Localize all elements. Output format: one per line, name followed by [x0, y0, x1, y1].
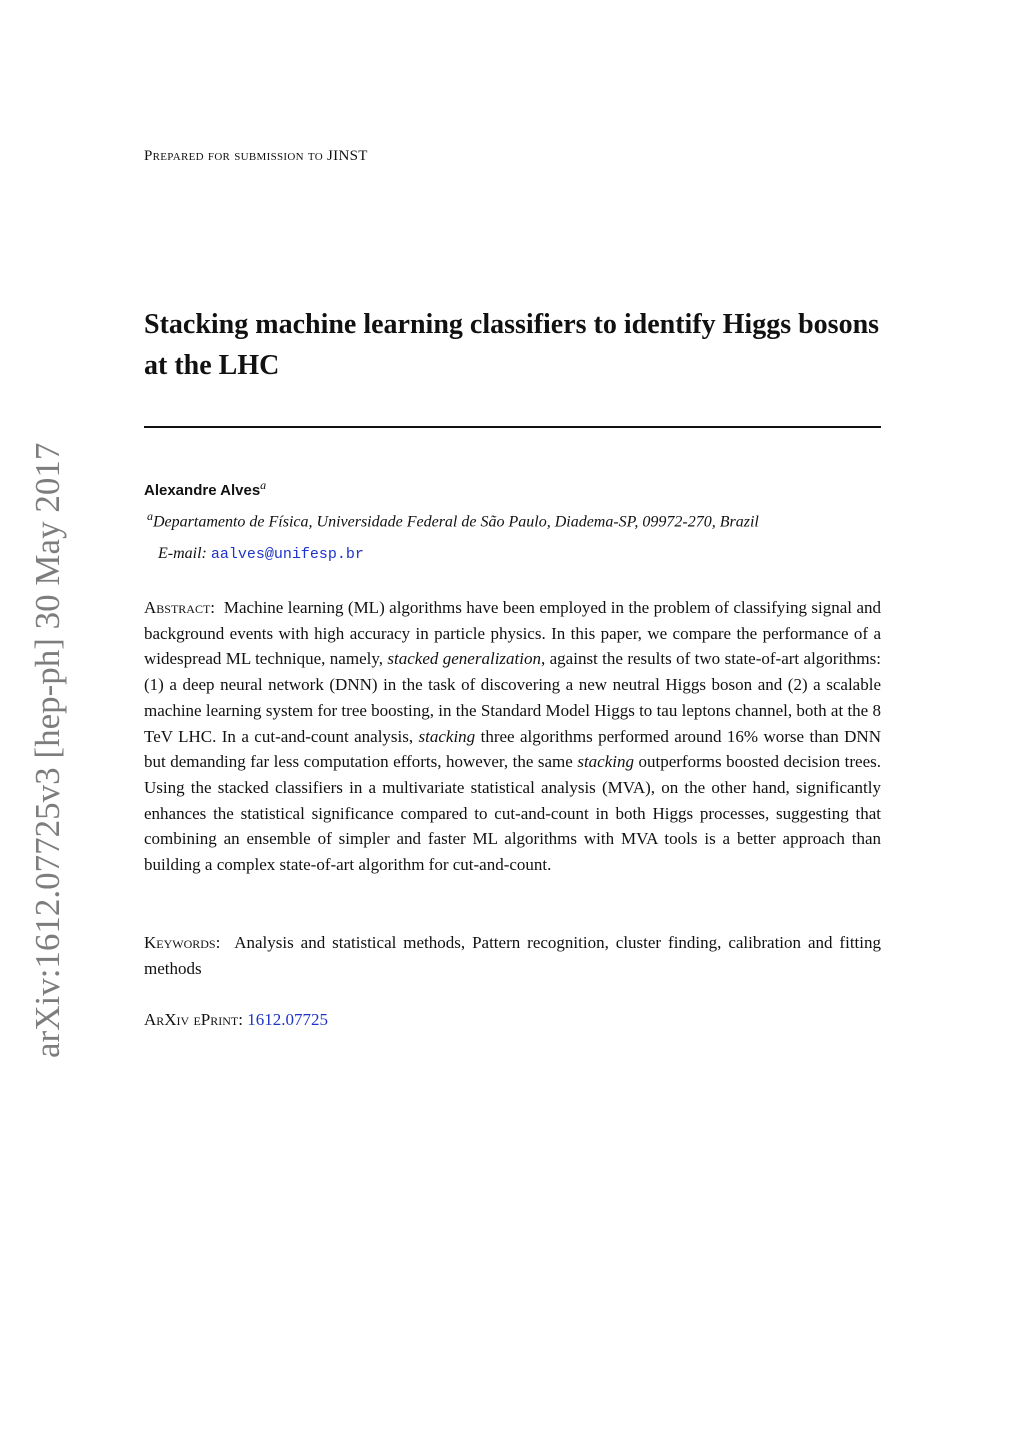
abstract-text-2: , against the results of two state-of-art algorithms: (1) a deep neural network (DNN) in the task of discovering a new neutral Higgs boson and (2) a scalable machine learning system for tree boosting, in the Standard Model Higgs to tau leptons channel, both at the 8 TeV LHC. In a cut-and-count analysis, — [144, 649, 881, 746]
eprint-line — [144, 1010, 328, 1030]
affiliation-mark: a — [147, 509, 153, 523]
paper-title: Stacking machine learning classifiers to identify Higgs bosons at the LHC — [144, 309, 880, 381]
keywords-text: Analysis and statistical methods, Pattern recognition, cluster finding, calibration and fitting methods — [144, 933, 881, 978]
abstract-emphasis-3: stacking — [577, 752, 634, 772]
author-affiliation-mark: a — [260, 478, 267, 492]
abstract-label: Abstract: — [144, 598, 216, 617]
keywords-label: Keywords: — [144, 933, 221, 952]
submission-note: Prepared for submission to JINST — [144, 148, 368, 164]
affiliation — [147, 509, 759, 531]
affiliation-text: Departamento de Física, Universidade Federal de São Paulo, Diadema-SP, 09972-270, Brazil — [153, 513, 759, 531]
abstract-text-3: three algorithms performed around 16% worse than DNN but demanding far less computation efforts, however, the same — [144, 726, 881, 772]
abstract — [144, 595, 881, 878]
eprint-label: ArXiv ePrint: — [144, 1010, 243, 1029]
title-divider — [144, 426, 881, 428]
eprint-link[interactable]: 1612.07725 — [247, 1010, 328, 1029]
abstract-text-4: outperforms boosted decision trees. Using the stacked classifiers in a multivariate statistical analysis (MVA), on the other hand, significantly enhances the statistical significance compared to cut-and-count in both Higgs processes, suggesting that combining an ensemble of simpler and faster ML algorithms with MVA tools is a better approach than building a complex state-of-art algorithm for cut-and-count. — [144, 752, 882, 875]
abstract-emphasis-2: stacking — [418, 726, 476, 746]
arxiv-sidebar-stamp: arXiv:1612.07725v3 [hep-ph] 30 May 2017 — [28, 442, 67, 1058]
abstract-text-1: Machine learning (ML) algorithms have been employed in the problem of classifying signal and background events with high accuracy in particle physics. In this paper, we compare the performance of a widespread ML technique, namely, — [144, 598, 881, 669]
email-line — [158, 545, 364, 563]
email-label: E-mail: — [158, 545, 207, 562]
abstract-emphasis-1: stacked generalization — [387, 649, 541, 669]
author-name: Alexandre Alves — [144, 482, 261, 499]
keywords — [144, 930, 881, 981]
author-line — [144, 478, 266, 499]
email-link[interactable]: aalves@unifesp.br — [210, 546, 364, 563]
